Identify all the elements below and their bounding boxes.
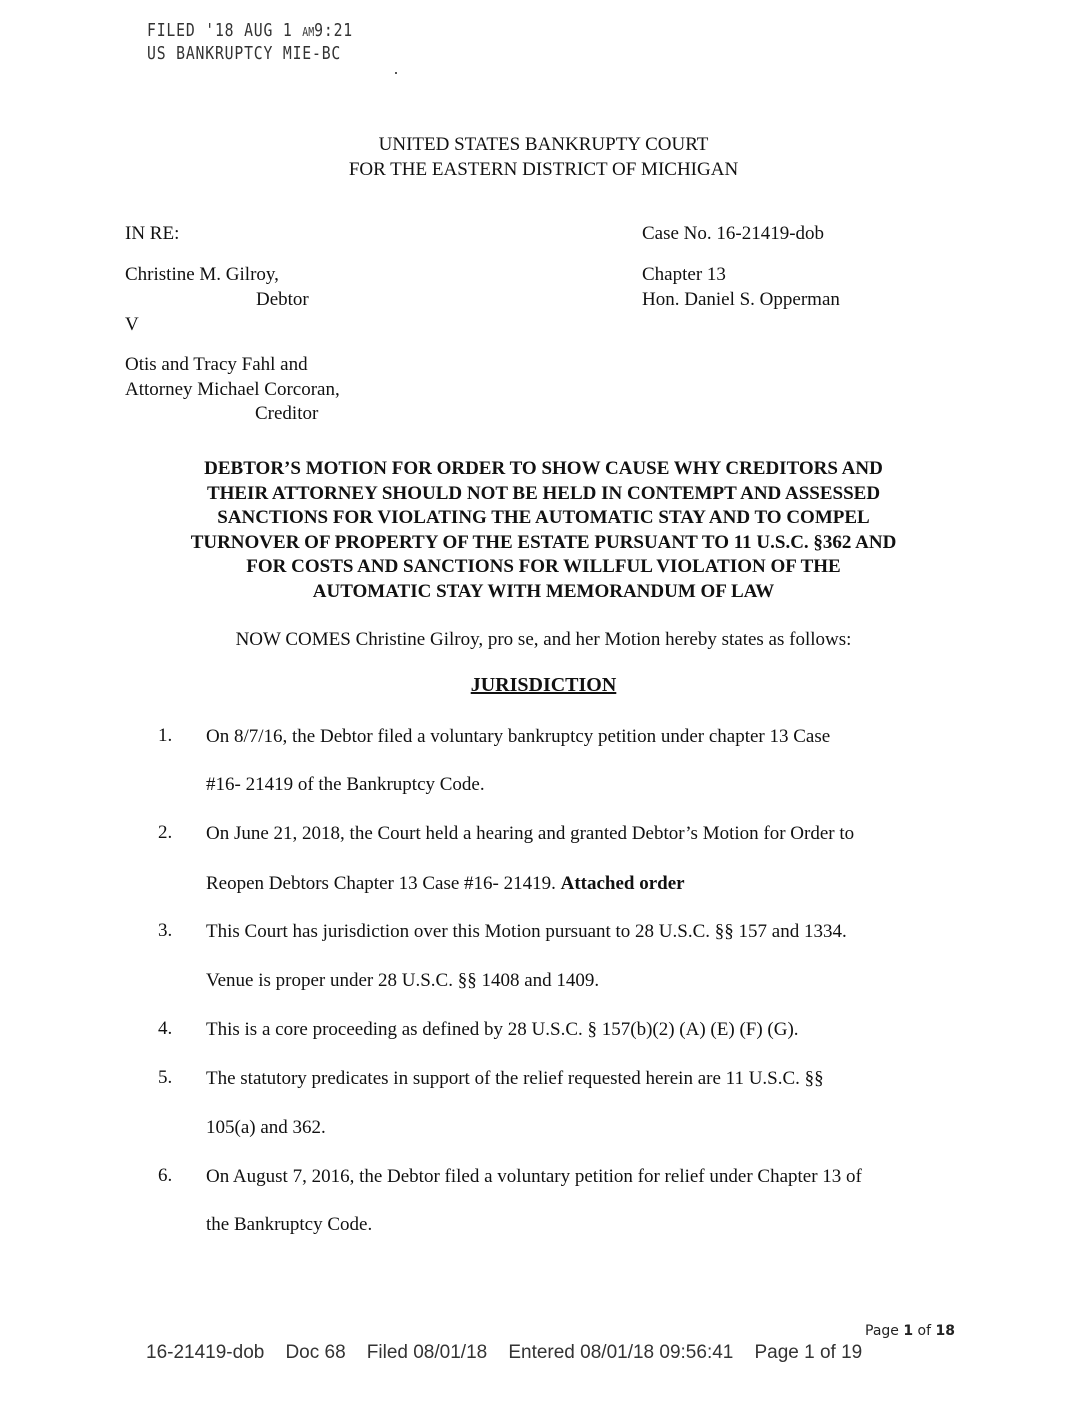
paragraph-6-line-2: the Bankruptcy Code. (206, 1214, 373, 1235)
judge-name: Hon. Daniel S. Opperman (642, 289, 840, 310)
paragraph-number-2: 2. (158, 822, 173, 843)
paragraph-5-line-1: The statutory predicates in support of the relief requested herein are 11 U.S.C. §§ (206, 1068, 824, 1089)
paragraph-6-line-1: On August 7, 2016, the Debtor filed a voluntary petition for relief under Chapter 13 of (206, 1166, 862, 1187)
stamp-line-2: US BANKRUPTCY MIE-BC (147, 43, 342, 64)
paragraph-2-line-1: On June 21, 2018, the Court held a hearing and granted Debtor’s Motion for Order to (206, 823, 855, 844)
filing-footer (146, 1342, 862, 1364)
debtor-name: Christine M. Gilroy, (125, 264, 279, 285)
title-line-5: FOR COSTS AND SANCTIONS FOR WILLFUL VIOLATION OF THE (246, 556, 841, 577)
footer-filed: Filed 08/01/18 (366, 1342, 488, 1363)
attached-order-label: Attached order (560, 873, 685, 894)
footer-page: Page 1 of 19 (754, 1342, 863, 1363)
in-re-label: IN RE: (125, 223, 180, 244)
stamp-line-1: FILED '18 AUG 1 AM9:21 (147, 20, 353, 41)
debtor-role: Debtor (256, 289, 309, 310)
paragraph-4-line-1: This is a core proceeding as defined by 28 U.S.C. § 157(b)(2) (A) (E) (F) (G). (206, 1019, 799, 1040)
creditor-line-1: Otis and Tracy Fahl and (125, 354, 308, 375)
footer-case: 16-21419-dob (146, 1342, 265, 1363)
footer-entered: Entered 08/01/18 09:56:41 (508, 1342, 734, 1363)
paragraph-3-line-2: Venue is proper under 28 U.S.C. §§ 1408 and 1409. (206, 970, 600, 991)
footer-doc: Doc 68 (285, 1342, 346, 1363)
paragraph-5-line-2: 105(a) and 362. (206, 1117, 326, 1138)
paragraph-number-5: 5. (158, 1067, 173, 1088)
title-line-6: AUTOMATIC STAY WITH MEMORANDUM OF LAW (312, 580, 775, 602)
paragraph-number-6: 6. (158, 1165, 173, 1186)
court-line-2: FOR THE EASTERN DISTRICT OF MICHIGAN (348, 159, 739, 180)
paragraph-1-line-2: #16- 21419 of the Bankruptcy Code. (206, 774, 485, 795)
page-indicator: Page 1 of 18 (865, 1323, 955, 1339)
intro-paragraph: NOW COMES Christine Gilroy, pro se, and her Motion hereby states as follows: (235, 629, 852, 650)
paragraph-1-line-1: On 8/7/16, the Debtor filed a voluntary bankruptcy petition under chapter 13 Case (206, 726, 831, 747)
filing-stamp (147, 20, 353, 65)
title-line-2: THEIR ATTORNEY SHOULD NOT BE HELD IN CONTEMPT AND ASSESSED (206, 482, 881, 504)
chapter-label: Chapter 13 (642, 264, 726, 285)
scan-speck (395, 72, 397, 74)
paragraph-number-4: 4. (158, 1018, 173, 1039)
section-heading: JURISDICTION (470, 674, 617, 696)
court-heading (0, 132, 1087, 182)
paragraph-number-1: 1. (158, 725, 173, 746)
motion-title (100, 457, 987, 604)
title-line-1: DEBTOR’S MOTION FOR ORDER TO SHOW CAUSE WHY CREDITORS AND (204, 458, 883, 479)
paragraph-3-line-1: This Court has jurisdiction over this Motion pursuant to 28 U.S.C. §§ 157 and 1334. (206, 921, 847, 942)
paragraph-number-3: 3. (158, 920, 173, 941)
creditor-role: Creditor (255, 403, 319, 424)
versus-label: V (125, 314, 139, 335)
paragraph-2-line-2: Reopen Debtors Chapter 13 Case #16- 21419. Attached order (206, 873, 685, 894)
title-line-3: SANCTIONS FOR VIOLATING THE AUTOMATIC STAY AND TO COMPEL (217, 507, 870, 528)
title-line-4: TURNOVER OF PROPERTY OF THE ESTATE PURSUANT TO 11 U.S.C. §362 AND (190, 531, 897, 553)
creditor-line-2: Attorney Michael Corcoran, (125, 379, 340, 400)
case-number: Case No. 16-21419-dob (642, 223, 825, 244)
court-line-1: UNITED STATES BANKRUPTY COURT (378, 134, 709, 155)
